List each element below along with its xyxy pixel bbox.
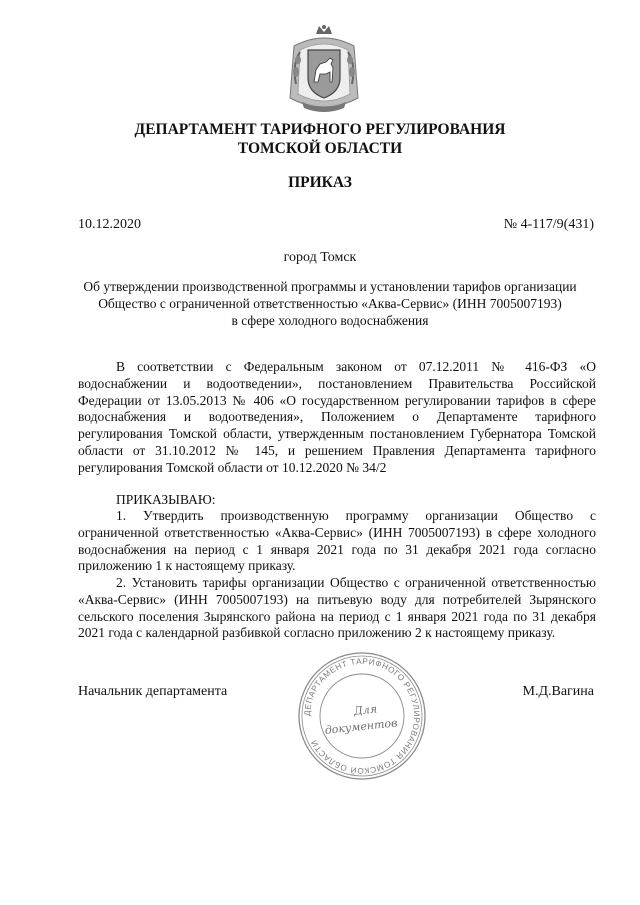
stamp-center-line2: документов [324,716,399,737]
official-stamp [296,650,428,782]
document-subject [60,278,600,329]
orders-label: ПРИКАЗЫВАЮ: [116,492,216,507]
signatory-name: М.Д.Вагина [522,684,594,699]
subject-line2: Общество с ограниченной ответственностью «Аква-Сервис» (ИНН 7005007193) [98,296,562,311]
subject-line1: Об утверждении производственной программы и установлении тарифов организации [83,279,577,294]
preamble-paragraph: В соответствии с Федеральным законом от 07.12.2011 № 416-ФЗ «О водоснабжении и водоотведении», постановлением Правительства Российской Федерации от 13.05.2013 № 406 «О государственном регулировании тарифов в сфере водоснабжения и водоотведения», Положением о Департаменте тарифного регулирования Томской области, утвержденным постановлением Губернатора Томской области от 31.10.2012 № 145, и решением Правления Департамента тарифного регулирования Томской области от 10.12.2020 № 34/2 [78,359,596,475]
order-item-1: 1. Утвердить производственную программу организации Общество с ограниченной ответственностью «Аква-Сервис» (ИНН 7005007193) в сфере холодного водоснабжения на период с 1 января 2021 года по 31 декабря 2021 года согласно приложению 1 к настоящему приказу. [78,508,596,574]
document-date: 10.12.2020 [78,217,141,232]
department-name-line2: ТОМСКОЙ ОБЛАСТИ [237,140,403,157]
document-number: № 4-117/9(431) [503,217,594,232]
document-title: ПРИКАЗ [288,174,352,191]
department-name-line1: ДЕПАРТАМЕНТ ТАРИФНОГО РЕГУЛИРОВАНИЯ [134,121,506,138]
document-city: город Томск [283,250,357,265]
stamp-ring-text: ДЕПАРТАМЕНТ ТАРИФНОГО РЕГУЛИРОВАНИЯ ТОМСКОЙ ОБЛАСТИ [302,656,422,776]
coat-of-arms-emblem [286,24,362,114]
signatory-position: Начальник департамента [78,684,228,699]
subject-line3: в сфере холодного водоснабжения [231,313,429,328]
stamp-center-line1: Для [353,702,378,718]
department-header [0,120,640,158]
order-item-2: 2. Установить тарифы организации Общество с ограниченной ответственностью «Аква-Сервис» (ИНН 7005007193) на питьевую воду для потребителей Зырянского сельского поселения Зырянского района на период с 1 января 2021 года по 31 декабря 2021 года с календарной разбивкой согласно приложению 2 к настоящему приказу. [78,575,596,641]
